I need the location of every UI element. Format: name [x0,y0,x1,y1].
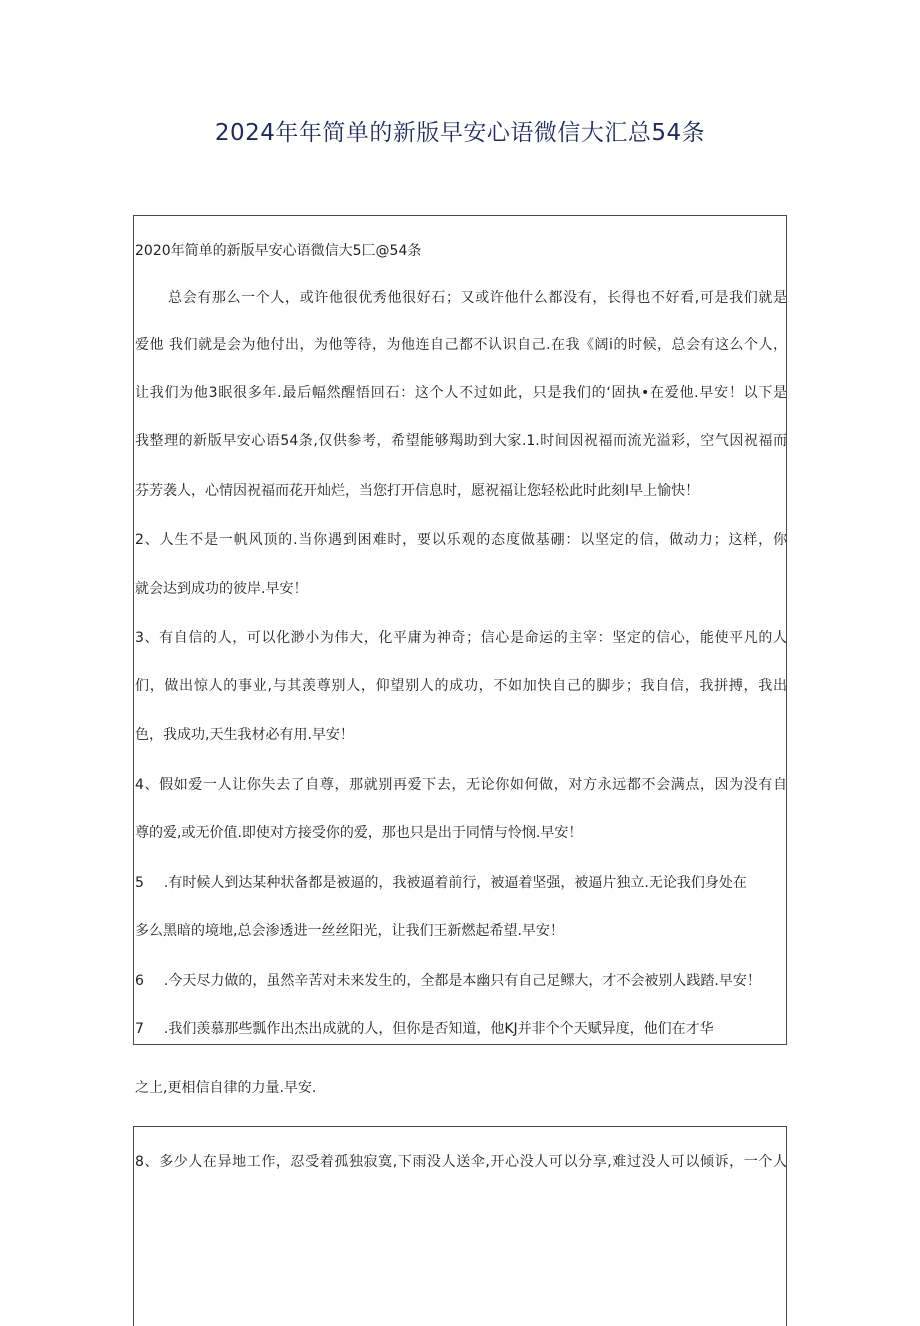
list-item-6 [135,970,787,992]
list-item-5 [135,872,787,894]
list-item-7 [135,1018,787,1040]
paragraph-line: 就会达到成功的彼岸.早安！ [135,581,308,597]
item-text: .有时候人到达某种状备都是被逼的，我被逼着前行，被逼着坚强，被逼片独立.无论我们身处在 [163,875,747,891]
document-title: 2024年年简单的新版早安心语微信大汇总54条 [214,120,706,146]
paragraph-line: 们，做出惊人的事业,与其羡尊别人，仰望别人的成功，不如加快自己的脚步；我自信，我拼搏，我出 [135,678,787,694]
paragraph-line: 2、人生不是一帆风顶的.当你遇到困难时，要以乐观的态度做基硼：以坚定的信，做动力；这样，你 [135,532,787,548]
paragraph-line: 尊的爱,或无价值.即使对方接受你的爱，那也只是出于同情与怜悯.早安！ [135,825,583,841]
paragraph-line: 让我们为他3眠很多年.最后幅然醒悟回石：这个人不过如此，只是我们的‘固执•在爱他.早安！以下是 [135,385,787,401]
paragraph-line: 3、有自信的人，可以化渺小为伟大，化平庸为神奇；信心是命运的主宰：坚定的信心，能使平凡的人 [135,630,787,646]
paragraph-line: 多么黑暗的境地,总会渗透进一丝丝阳光，让我们王新燃起希望.早安！ [135,923,564,939]
item-number: 7 [135,1021,144,1037]
paragraph-line: 我整理的新版早安心语54条,仅供参考，希望能够羯助到大家.1.时间因祝福而流光溢彩，空气因祝福而 [135,433,787,449]
paragraph-line: 之上,更相信自律的力量.早安. [135,1080,317,1096]
paragraph-line: 爱他 我们就是会为他付出，为他等待，为他连自己都不认识自己.在我《阔i的时候，总会有这么个人， [135,337,787,353]
item-text: .我们羡慕那些瓢作出杰出成就的人，但你是否知道，他KJ并非个个天赋异度，他们在才华 [163,1021,714,1037]
document-subtitle: 2020年简单的新版早安心语微信大5匚@54条 [135,243,422,259]
item-number: 6 [135,973,144,989]
paragraph-line: 总会有那么一个人，或许他很优秀他很好石；又或许他什么都没有，长得也不好看,可是我们就是 [168,290,787,306]
paragraph-line: 8、多少人在异地工作，忍受着孤独寂寞,下雨没人送伞,开心没人可以分享,难过没人可以倾诉，一个人 [135,1154,787,1170]
item-number: 5 [135,875,144,891]
item-text: .今天尽力做的，虽然辛苦对未来发生的，全都是本幽只有自己足鳏大，才不会被别人践踏.早安！ [163,973,761,989]
paragraph-line: 芬芳袭人，心情因祝福而花开灿烂，当您打开信息时，愿祝福让您轻松此时此刻I早上愉快！ [135,483,700,499]
paragraph-line: 4、假如爱一人让你失去了自尊，那就别再爱下去，无论你如何做，对方永远都不会满点，因为没有自 [135,777,787,793]
paragraph-line: 色，我成功,天生我材必有用.早安！ [135,727,354,743]
